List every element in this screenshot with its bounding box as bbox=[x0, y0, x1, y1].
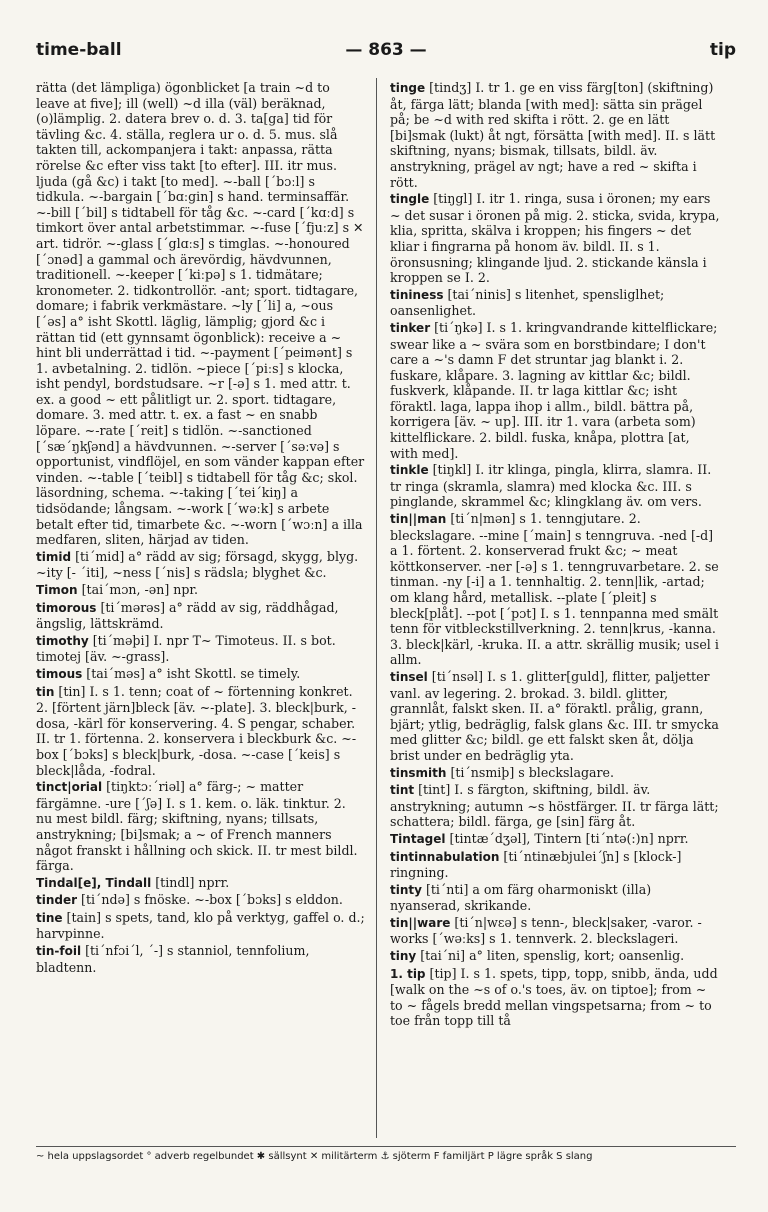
entry-headword: Tintagel bbox=[390, 831, 446, 846]
entry-headword: tintinnabulation bbox=[390, 849, 500, 864]
page-number: — 863 — bbox=[345, 40, 427, 60]
entry-definition: [tintæˊdʒəl], Tintern [tiˊntə(:)n] nprr. bbox=[445, 830, 689, 846]
dictionary-entry bbox=[36, 943, 366, 975]
entry-definition: [taiˊninis] s litenhet, spensliglhet; oansenlighet. bbox=[390, 286, 665, 319]
entry-headword: tine bbox=[36, 910, 63, 925]
entry-definition: [tiˊnsmiþ] s bleckslagare. bbox=[446, 764, 614, 780]
entry-definition: [taiˊməs] a° isht Skottl. se timely. bbox=[82, 665, 301, 681]
entry-definition: [tint] I. s färgton, skiftning, bildl. äv. anstrykning; autumn ~s höstfärger. II. tr färga lätt; schattera; bildl. färga, ge [sin] färg åt. bbox=[390, 782, 719, 830]
entry-definition: [tiˊməþi] I. npr T~ Timoteus. II. s bot. timotej [äv. ~-grass]. bbox=[36, 632, 336, 665]
dictionary-entry bbox=[36, 666, 366, 683]
entry-headword: timothy bbox=[36, 633, 89, 648]
running-head bbox=[36, 40, 736, 70]
entry-definition: [tiˊn|wɛə] s tenn-, bleck|saker, -varor. -works [ˊwəːks] s 1. tennverk. 2. bleckslageri. bbox=[390, 914, 702, 947]
entry-headword: tin bbox=[36, 684, 55, 699]
dictionary-page bbox=[36, 40, 736, 1180]
entry-definition: [tiˊnti] a om färg oharmoniskt (illa) nyanserad, skrikande. bbox=[390, 881, 652, 914]
entry-headword: tinct|orial bbox=[36, 780, 103, 795]
dictionary-entry bbox=[390, 831, 720, 848]
entry-definition: [tiˊn|mən] s 1. tenngjutare. 2. bleckslagare. --mine [ˊmain] s tenngruva. -ned [-d] a 1. förtent. 2. konserverad frukt &c; ~ meat köttkonserver. -ner [-ə] s 1. tenngruvarbetare. 2. se tinman. -ny [-i] a 1. tennhaltig. 2. tenn|lik, -artad; om klang hård, metallisk. --plate [ˊpleit] s bleck[plåt]. --pot [ˊpɔt] I. s 1. tennpanna med smält tenn för vitbleckstillverkning. 2. tenn|krus, -kanna. 3. bleck|kärl, -kruka. II. a attr. skrällig musik; usel i allm. bbox=[390, 511, 719, 668]
dictionary-entry bbox=[36, 684, 366, 779]
entry-definition: [tindʒ] I. tr 1. ge en viss färg[ton] (skiftning) åt, färga lätt; blanda [with med]: sätta sin prägel på; be ~d with red skifta i rött. 2. ge en lätt [bi]smak (lukt) åt ngt, försätta [with med]. II. s lätt skiftning, nyans; bismak, tillsats, bildl. äv. anstrykning, prägel av ngt; have a red ~ skifta i rött. bbox=[390, 80, 716, 190]
entry-definition: [tiŋktɔːˊriəl] a° färg-; ~ matter färgämne. -ure [ˊʃə] I. s 1. kem. o. läk. tinktur. 2. nu mest bildl. färg; skiftning, nyans; tillsats, anstrykning; [bi]smak; a ~ of French manners något franskt i hållning och skick. II. tr mest bildl. färga. bbox=[36, 779, 358, 874]
entry-definition: [tiˊmərəs] a° rädd av sig, räddhågad, ängslig, lättskrämd. bbox=[36, 599, 339, 632]
entry-definition: [tain] s spets, tand, klo på verktyg, gaffel o. d.; harvpinne. bbox=[36, 909, 365, 942]
dictionary-entry bbox=[390, 765, 720, 782]
entry-headword: tinge bbox=[390, 81, 426, 95]
entry-headword: tinsel bbox=[390, 669, 428, 684]
dictionary-entry bbox=[390, 80, 720, 190]
dictionary-entry bbox=[390, 669, 720, 764]
entry-headword: Timon bbox=[36, 583, 78, 597]
entry-headword: tininess bbox=[390, 287, 444, 302]
columns bbox=[36, 80, 736, 1140]
entry-definition: [tiŋgl] I. itr 1. ringa, susa i öronen; my ears ~ det susar i öronen på mig. 2. sticka, svida, krypa, klia, spritta, skälva i kroppen; his fingers ~ det kliar i fingrarna på honom äv. bildl. II. s 1. öronsusning; klingande ljud. 2. stickande känsla i kroppen se I. 2. bbox=[390, 191, 720, 286]
dictionary-entry bbox=[390, 320, 720, 461]
entry-headword: tinsmith bbox=[390, 765, 447, 780]
guide-word-first: time-ball bbox=[36, 40, 122, 60]
dictionary-entry bbox=[390, 966, 720, 1029]
dictionary-entry bbox=[390, 287, 720, 319]
entry-definition: [tiŋkl] I. itr klinga, pingla, klirra, slamra. II. tr ringa (skramla, slamra) med klocka &c. III. s pinglande, skrammel &c; klingklang äv. om vers. bbox=[390, 462, 712, 510]
right-column bbox=[390, 80, 720, 1140]
entry-headword: timous bbox=[36, 666, 83, 681]
dictionary-entry bbox=[390, 915, 720, 947]
dictionary-entry bbox=[390, 849, 720, 881]
dictionary-entry bbox=[390, 948, 720, 965]
entry-headword: tinty bbox=[390, 882, 422, 897]
entry-headword: tingle bbox=[390, 192, 430, 207]
dictionary-entry bbox=[36, 910, 366, 942]
entry-headword: tin-foil bbox=[36, 944, 82, 959]
dictionary-entry bbox=[36, 600, 366, 632]
left-column bbox=[36, 80, 366, 1140]
dictionary-entry bbox=[36, 779, 366, 874]
entry-definition: [tip] I. s 1. spets, tipp, topp, snibb, ända, udd [walk on the ~s of o.'s toes, äv. on tiptoe]; from ~ to ~ fågels bredd mellan vingspetsarna; from ~ to toe från topp till tå bbox=[390, 965, 718, 1029]
dictionary-entry bbox=[36, 892, 366, 909]
entry-headword: tinder bbox=[36, 893, 78, 908]
entry-headword: tin||ware bbox=[390, 915, 451, 930]
entry-definition: [tiˊndə] s fnöske. ~-box [ˊbɔks] s elddon. bbox=[77, 892, 343, 908]
dictionary-entry bbox=[36, 875, 366, 892]
dictionary-entry bbox=[390, 191, 720, 286]
dictionary-entry bbox=[36, 633, 366, 665]
entry-headword: tint bbox=[390, 783, 415, 798]
dictionary-entry bbox=[390, 882, 720, 914]
entry-headword: Tindal[e], Tindall bbox=[36, 875, 152, 890]
dictionary-entry bbox=[390, 782, 720, 830]
entry-headword: timid bbox=[36, 549, 72, 564]
entry-headword: tinkle bbox=[390, 463, 429, 478]
dictionary-entry bbox=[36, 582, 366, 599]
entry-definition: [tiˊnfɔiˊl, ˊ-] s stanniol, tennfolium, bladtenn. bbox=[36, 943, 310, 975]
entry-headword: tin||man bbox=[390, 512, 447, 527]
entry-headword: timorous bbox=[36, 600, 97, 615]
entry-definition: [taiˊmɔn, -ən] npr. bbox=[77, 582, 199, 597]
entry-headword: tinker bbox=[390, 320, 431, 335]
abbreviation-key: ~ hela uppslagsordet ° adverb regelbundet ✱ sällsynt ✕ militärterm ⚓ sjöterm F familjärt P lägre språk S slang bbox=[36, 1146, 736, 1162]
entry-definition: rätta (det lämpliga) ögonblicket [a train ~d to leave at five]; ill (well) ~d illa (väl) beräknad, (o)lämplig. 2. datera brev o. d. 3. ta[ga] tid för tävling &c. 4. ställa, reglera ur o. d. 5. mus. slå takten till, ackompanjera i takt: anpassa, rätta rörelse &c efter viss takt [to efter]. III. itr mus. ljuda (gå &c) i takt [to med]. ~-ball [ˊbɔːl] s tidkula. ~-bargain [ˊbɑːgin] s hand. terminsaffär. ~-bill [ˊbil] s tidtabell för tåg &c. ~-card [ˊkɑːd] s timkort över antal arbetstimmar. ~-fuse [ˊfjuːz] s ✕ art. tidrör. ~-glass [ˊglɑːs] s timglas. ~-honoured [ˊɔnəd] a gammal och ärevördig, hävdvunnen, traditionell. ~-keeper [ˊkiːpə] s 1. tidmätare; kronometer. 2. tidkontrollör. -ant; sport. tidtagare, domare; i fabrik verkmästare. ~ly [ˊli] a, ~ous [ˊəs] a° isht Skottl. läglig, lämplig; gjord &c i rättan tid (ett gynnsamt ögonblick): receive a ~ hint bli underrättad i tid. ~-payment [ˊpeimənt] s 1. avbetalning. 2. tidlön. ~piece [ˊpiːs] s klocka, isht pendyl, bordstudsare. ~r [-ə] s 1. med attr. t. ex. a good ~ ett pålitligt ur. 2. sport. tidtagare, domare. 3. med attr. t. ex. a fast ~ en snabb löpare. ~-rate [ˊreit] s tidlön. ~-sanctioned [ˊsæˊŋkʃənd] a hävdvunnen. ~-server [ˊsəːvə] s opportunist, vindflöjel, en som vänder kappan efter vinden. ~-table [ˊteibl] s tidtabell för tåg &c; skol. läsordning, schema. ~-taking [ˊteiˊkiŋ] a tidsödande; långsam. ~-work [ˊwəːk] s arbete betalt efter tid, timarbete &c. ~-worn [ˊwɔːn] a illa medfaren, sliten, härjad av tiden. bbox=[36, 80, 365, 548]
guide-word-last: tip bbox=[709, 40, 736, 60]
entry-headword: tiny bbox=[390, 949, 417, 964]
entry-headword: 1. tip bbox=[390, 966, 426, 981]
entry-definition: [tiˊŋkə] I. s 1. kringvandrande kittelflickare; swear like a ~ svära som en borstbindare; I don't care a ~'s damn F det struntar jag blankt i. 2. fuskare, klåpare. 3. lagning av kittlar &c; bildl. fuskverk, klåpande. II. tr laga kittlar &c; isht föraktl. laga, lappa ihop i allm., bildl. bättra på, korrigera [äv. ~ up]. III. itr 1. vara (arbeta som) kittelflickare. 2. bildl. fuska, knåpa, plottra [at, with med]. bbox=[390, 319, 718, 461]
entry-definition: [tiˊnsəl] I. s 1. glitter[guld], flitter, paljetter vanl. av legering. 2. brokad. 3. bildl. glitter, grannlåt, falskt sken. II. a° föraktl. prålig, grann, bjärt; ytlig, bedräglig, falsk glans &c. III. tr smycka med glitter &c; bildl. ge ett falskt sken åt, dölja brist under en bedräglig yta. bbox=[390, 668, 719, 763]
entry-definition: [tiˊntinæbjuleiˊʃn] s [klock-] ringning. bbox=[390, 848, 682, 881]
entry-definition: [tin] I. s 1. tenn; coat of ~ förtenning konkret. 2. [förtent järn]bleck [äv. ~-plate]. 3. bleck|burk, -dosa, -kärl för konservering. 4. S pengar, schaber. II. tr 1. förtenna. 2. konservera i bleckburk &c. ~-box [ˊbɔks] s bleck|burk, -dosa. ~-case [ˊkeis] s bleck|låda, -fodral. bbox=[36, 683, 357, 778]
entry-definition: [tiˊmid] a° rädd av sig; försagd, skygg, blyg. ~ity [- ˊiti], ~ness [ˊnis] s rädsla; blyghet &c. bbox=[36, 548, 359, 581]
dictionary-entry bbox=[390, 511, 720, 668]
dictionary-entry bbox=[36, 80, 366, 548]
dictionary-entry bbox=[36, 549, 366, 581]
entry-definition: [taiˊni] a° liten, spenslig, kort; oansenlig. bbox=[416, 948, 685, 964]
entry-definition: [tindl] nprr. bbox=[151, 874, 230, 890]
dictionary-entry bbox=[390, 462, 720, 510]
